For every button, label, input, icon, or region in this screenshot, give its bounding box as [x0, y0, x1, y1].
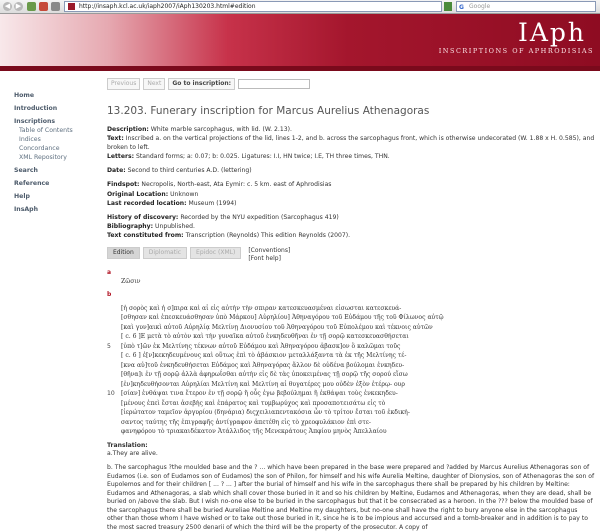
favicon-icon [68, 3, 75, 10]
date-value: Second to third centuries A.D. (lettering) [127, 167, 252, 175]
sidebar-sub-indices[interactable]: Indices [19, 136, 41, 143]
letters-label: Letters: [107, 152, 135, 160]
edition-line-text: [ἡ σορὸς καὶ ἡ σ]πιρα καὶ αἱ εἰς αὐτὴν τὴν σπιραν κατεσκευασμέναι εἰσωσται κατεσκευά- [121, 304, 402, 312]
stop-icon[interactable] [39, 2, 48, 11]
edition-text [107, 269, 595, 437]
edition-line [107, 313, 595, 323]
findspot-label: Findspot: [107, 181, 140, 189]
constituted-label: Text constituted from: [107, 232, 184, 240]
last-location-value: Museum (1994) [188, 199, 237, 207]
edition-line [107, 277, 595, 287]
sidebar-item-home[interactable]: Home [14, 92, 35, 99]
line-number [107, 304, 121, 314]
edition-line-text: [σίαν] ἐνθάψαι τινα ἕτερον ἐν τῇ σορῷ ἢ οὖς ἐγω βεβούλημαι ἢ ἐκθάψαι τοὺς ἐνκεκηδευ- [121, 390, 398, 398]
line-number [107, 361, 121, 371]
goto-inscription-button[interactable]: Go to inscription: [168, 78, 235, 90]
line-number [107, 427, 121, 437]
sidebar-item-reference[interactable]: Reference [14, 180, 50, 187]
url-bar[interactable] [64, 1, 442, 12]
last-location-row [107, 200, 595, 208]
line-number [107, 332, 121, 342]
goto-inscription-input[interactable] [238, 79, 310, 89]
sidebar-item-insaph[interactable]: InsAph [14, 206, 39, 213]
line-number [107, 380, 121, 390]
site-banner [0, 14, 600, 69]
edition-line [107, 361, 595, 371]
previous-button[interactable]: Previous [107, 78, 140, 90]
next-button[interactable]: Next [143, 78, 165, 90]
tab-links [248, 247, 290, 263]
description-label: Description: [107, 126, 149, 134]
main-content [107, 78, 595, 532]
letters-value: Standard forms; a: 0.07; b: 0.025. Ligatures: Ι.Ι, ΗΝ twice; Ι.Ε, ΤΗ three times, ΤΗΝ. [135, 152, 390, 160]
url-text: http://insaph.kcl.ac.uk/iaph2007/iAph130203.html#edition [79, 3, 256, 10]
letters-row [107, 153, 595, 161]
line-number [107, 351, 121, 361]
original-location-value: Unknown [170, 190, 199, 198]
bibliography-row [107, 223, 595, 231]
edition-line-text: σαντος ταύτης τῆς ἐπιγραφῆς ἀντίγραφον ἀπετέθη εἰς τὸ χρεοφυλάκιον ἐπὶ στε- [121, 418, 371, 426]
edition-line-text: [ὑπὸ τ]ῶν ἐκ Μελτίνης τέκνων αὐτοῦ Εὐδάμου καὶ Ἀθηναγόρου ἀβασκ]ον ὃ καλῶμαι τοῦς [121, 342, 401, 350]
edition-line [107, 342, 595, 352]
line-number [107, 313, 121, 323]
constituted-value: Transcription (Reynolds) This edition Reynolds (2007). [185, 232, 351, 240]
description-value: White marble sarcophagus, with lid. (W. 2.13). [150, 126, 292, 134]
search-placeholder: Google [469, 3, 491, 10]
history-label: History of discovery: [107, 214, 179, 222]
edition-line [107, 418, 595, 428]
sidebar-sub-xml[interactable]: XML Repository [19, 154, 67, 161]
edition-line [107, 380, 595, 390]
browser-toolbar [0, 0, 600, 14]
tab-diplomatic[interactable]: Diplomatic [143, 247, 187, 259]
text-row [107, 135, 595, 151]
sidebar-item-introduction[interactable]: Introduction [14, 105, 58, 112]
bibliography-label: Bibliography: [107, 223, 154, 231]
page-title: 13.203. Funerary inscription for Marcus Aurelius Athenagoras [107, 105, 430, 118]
edition-line [107, 370, 595, 380]
bibliography-value: Unpublished. [155, 223, 195, 231]
line-number [107, 370, 121, 380]
line-number [107, 408, 121, 418]
edition-line-text: [ c. 6 ] ἐ[ν]κεκηδευμένους καὶ οὕτως ἐπὶ τὸ ἀβάσκιον μεταλλάξαντα τὰ ἐκ τῆς Μελτίνης τέ- [121, 352, 407, 360]
edition-line [107, 389, 595, 399]
original-location-row [107, 191, 595, 199]
sidebar-sub-toc[interactable]: Table of Contents [19, 127, 73, 134]
forward-arrow-icon[interactable]: ▶ [15, 2, 22, 10]
tab-epidoc[interactable]: Epidoc (XML) [190, 247, 241, 259]
edition-line-text: [κνα αὐ]τοῦ ἐνκηδευθήσεται Εὐδάμος καὶ Ἀθηναγόρας ἄλλον δὲ οὐδένα βούλομαι ἐνκηδευ- [121, 361, 405, 369]
date-label: Date: [107, 167, 126, 175]
constituted-row [107, 232, 595, 240]
sidebar-item-inscriptions[interactable]: Inscriptions [14, 118, 56, 125]
translation-b: b. The sarcophagus ?the moulded base and the ? ... which have been prepared in the base were prepared and ?added by Marcus Aurelius Athenagoras son of Eudamos (i.e. son of Eudamos son of Eudamos) the son of Philon, for himself and his wife Aurelia Meltine, daughter of Dionysios, son of Athenagoras the son of Eupolemos and for their children [ ... ? ... ] after the burial of himself and his wife in the sarcophagus there shall be prepared by his children by Meltine: Eudamos and Athenagoras, a slab which shall cover those buried in it and so his children by Meltine, Eudamos and Athenagoras, when they are dead, shall be buried on /above the slab. But I wish no-one else to be buried in the sarcophagus but that it be consecrated as a heroon. In the ??? below the moulded base of the sarcophagus there shall be buried Aureliae Meltine and Meltine my daughters, but no-one shall have the right to bury anyone else in the sarcophagus other than those whom I have wished or to take out those buried in it, since he is to be impious and accursed and a tomb-breaker and in addition is to pay to the most sacred treasury 2500 denarii of which the third will be the property of the prosecutor. A copy of [107, 463, 595, 531]
translation-label: Translation: [107, 441, 148, 449]
edition-line-text: [θῆνα]ι ἐν τῇ σορῷ ἀλλὰ ἀφηρωΐσθαι αὐτὴν εἰς δὲ τὰς ὑποκειμένας τῇ σορῷ τῆς σορού εἴσω [121, 371, 408, 379]
translation-section [107, 442, 595, 532]
findspot-value: Necropolis, North-east, Ata Eymir: c. 5 km. east of Aphrodisias [141, 181, 332, 189]
findspot-row [107, 181, 595, 189]
back-arrow-icon[interactable]: ◀ [4, 2, 11, 10]
go-arrow-icon[interactable] [444, 2, 452, 11]
conventions-link[interactable]: [Conventions] [248, 246, 291, 254]
edition-line [107, 332, 595, 342]
banner-strip [0, 66, 600, 71]
line-number [107, 418, 121, 428]
edition-lines [107, 304, 595, 437]
edition-line-text: [καὶ γυν]αικὶ αὐτοῦ Αὐρηλίᾳ Μελτίνῃ Διονυσίου τοῦ Ἀθηναγόρου τοῦ Εὐπολέμου καὶ τέκνοις αὐτῶν [121, 323, 433, 331]
edition-line [107, 427, 595, 437]
edition-line-text: [σθησαν καὶ ἐπεσκευάσθησαν ὑπὸ Μάρκου] Αὐρηλίου] Ἀθηναγόρου τοῦ Εὐδάμου τῆς τοῦ Φίλωνος αὐτῷ [121, 314, 444, 322]
edition-line-text: [ c. 6 ]Ε μετὰ τὸ αὐτὸν καὶ τὴν γυναῖκα αὐτοῦ ἐνκηδευθῆναι ἐν τῇ σορῷ κατεσκευασθήσεται [121, 333, 409, 341]
edition-line-text: Ζῶσιν [121, 277, 141, 285]
line-number: 10 [107, 390, 115, 398]
edition-line [107, 351, 595, 361]
edition-line-text: [ἐν]κηδευθήσονται Αὐρηλίαι Μελτίνη καὶ Μελτίνη αἱ θυγατέρες μου οὐδὲν ἐξὸν ἑτέρῳ- ουρ [121, 380, 405, 388]
edition-tabs [107, 247, 595, 263]
line-number [107, 323, 121, 333]
sidebar-item-help[interactable]: Help [14, 193, 30, 200]
translation-a: a.They are alive. [107, 449, 158, 457]
history-value: Recorded by the NYU expedition (Sarcophagus 419) [180, 214, 339, 222]
section-b-label: b [107, 291, 112, 299]
font-help-link[interactable]: [Font help] [248, 254, 281, 262]
site-logo[interactable]: IAph [517, 18, 586, 47]
edition-line-text: [ἱερώτατον ταμεῖον ἀργυρίου (δηνάρια) διςχειλιαπεντακόσια ὧν τὸ τρίτον ἔσται τοῦ ἐκδική- [121, 409, 410, 417]
edition-line-text: φανηφόρου τὸ τριακαιδέκατον Ἀτάλλιδος τῆς Μενεκράτους Ἀπφίου μηνὸς Ἀπελλαίου [121, 428, 387, 436]
reload-icon[interactable] [27, 2, 36, 11]
tab-edition[interactable]: Edition [107, 247, 140, 259]
date-row [107, 167, 595, 175]
text-label: Text: [107, 135, 124, 143]
search-engine-icon: G [459, 4, 464, 11]
search-input[interactable] [456, 1, 596, 12]
edition-line [107, 304, 595, 314]
home-icon[interactable] [51, 2, 60, 11]
text-value: Inscribed a. on the vertical projections of the lid, lines 1-2, and b. across the sarcophagus front, which is otherwise undecorated (W. 1.88 x H. 0.585), and broken to left. [107, 135, 595, 151]
sidebar-item-search[interactable]: Search [14, 167, 38, 174]
edition-line [107, 323, 595, 333]
edition-line [107, 399, 595, 409]
line-number [107, 399, 121, 409]
edition-line-text: [μένους ἐπεὶ ἔσται ἀσεβὴς καὶ ἐπάρατος καὶ τυμβωρύχος καὶ προσαποτεισάτω εἰς τὸ [121, 399, 386, 407]
sidebar-nav [14, 92, 94, 219]
line-number: 5 [107, 342, 111, 350]
edition-line [107, 408, 595, 418]
history-row [107, 214, 595, 222]
section-a-label: a [107, 268, 112, 276]
last-location-label: Last recorded location: [107, 199, 187, 207]
description-row [107, 126, 595, 134]
inscription-pager [107, 78, 595, 90]
sidebar-sub-concordance[interactable]: Concordance [19, 145, 60, 152]
original-location-label: Original Location: [107, 190, 169, 198]
site-subtitle: INSCRIPTIONS OF APHRODISIAS [438, 47, 594, 55]
